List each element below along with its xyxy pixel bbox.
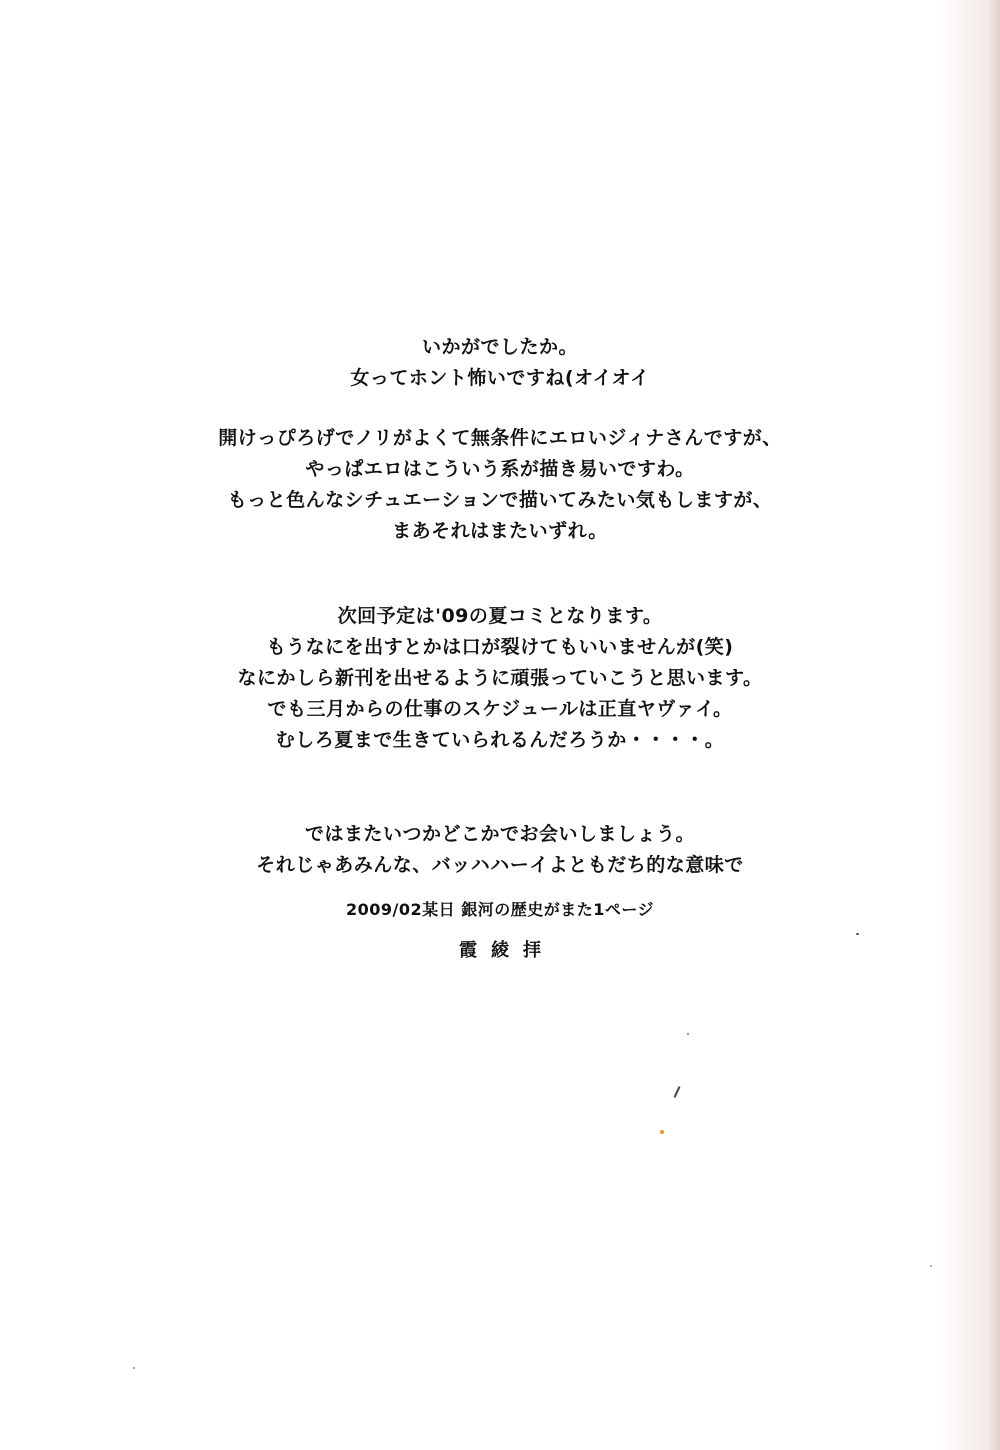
text-line: 女ってホント怖いですね(オイオイ — [350, 367, 650, 389]
text-line: いかがでしたか。 — [421, 336, 578, 358]
paragraph-intro — [0, 332, 1000, 394]
author-signature: 霞綾拝 — [459, 940, 555, 961]
paragraph-farewell — [0, 819, 1000, 881]
text-line: まあそれはまたいずれ。 — [392, 520, 608, 542]
paragraph-character — [0, 423, 1000, 547]
paper-speck — [687, 1033, 689, 1035]
paper-speck — [133, 1367, 135, 1369]
text-line: もっと色んなシチュエーションで描いてみたい気もしますが、 — [227, 489, 773, 511]
text-line: 次回予定は'09の夏コミとなります。 — [337, 605, 663, 627]
text-line: むしろ夏まで生きていられるんだろうか・・・・。 — [275, 729, 725, 751]
date-line: 2009/02某日 銀河の歴史がまた1ページ — [345, 900, 655, 919]
text-line: 開けっぴろげでノリがよくて無条件にエロいジィナさんですが、 — [218, 427, 782, 449]
paragraph-next-event — [0, 601, 1000, 756]
paper-speck — [856, 933, 859, 935]
text-line: もうなにを出すとかは口が裂けてもいいませんが(笑) — [266, 636, 734, 658]
text-line: なにかしら新刊を出せるように頑張っていこうと思います。 — [237, 667, 763, 689]
text-line: でも三月からの仕事のスケジュールは正直ヤヴァイ。 — [267, 698, 733, 720]
afterword-text — [0, 332, 1000, 965]
paper-scratch — [674, 1086, 681, 1098]
paper-speck — [660, 1130, 664, 1134]
text-line: それじゃあみんな、バッハハーイよともだち的な意味で — [256, 854, 744, 876]
paper-speck — [930, 1265, 932, 1267]
text-line: ではまたいつかどこかでお会いしましょう。 — [304, 823, 695, 845]
text-line: やっぱエロはこういう系が描き易いですわ。 — [305, 458, 695, 480]
